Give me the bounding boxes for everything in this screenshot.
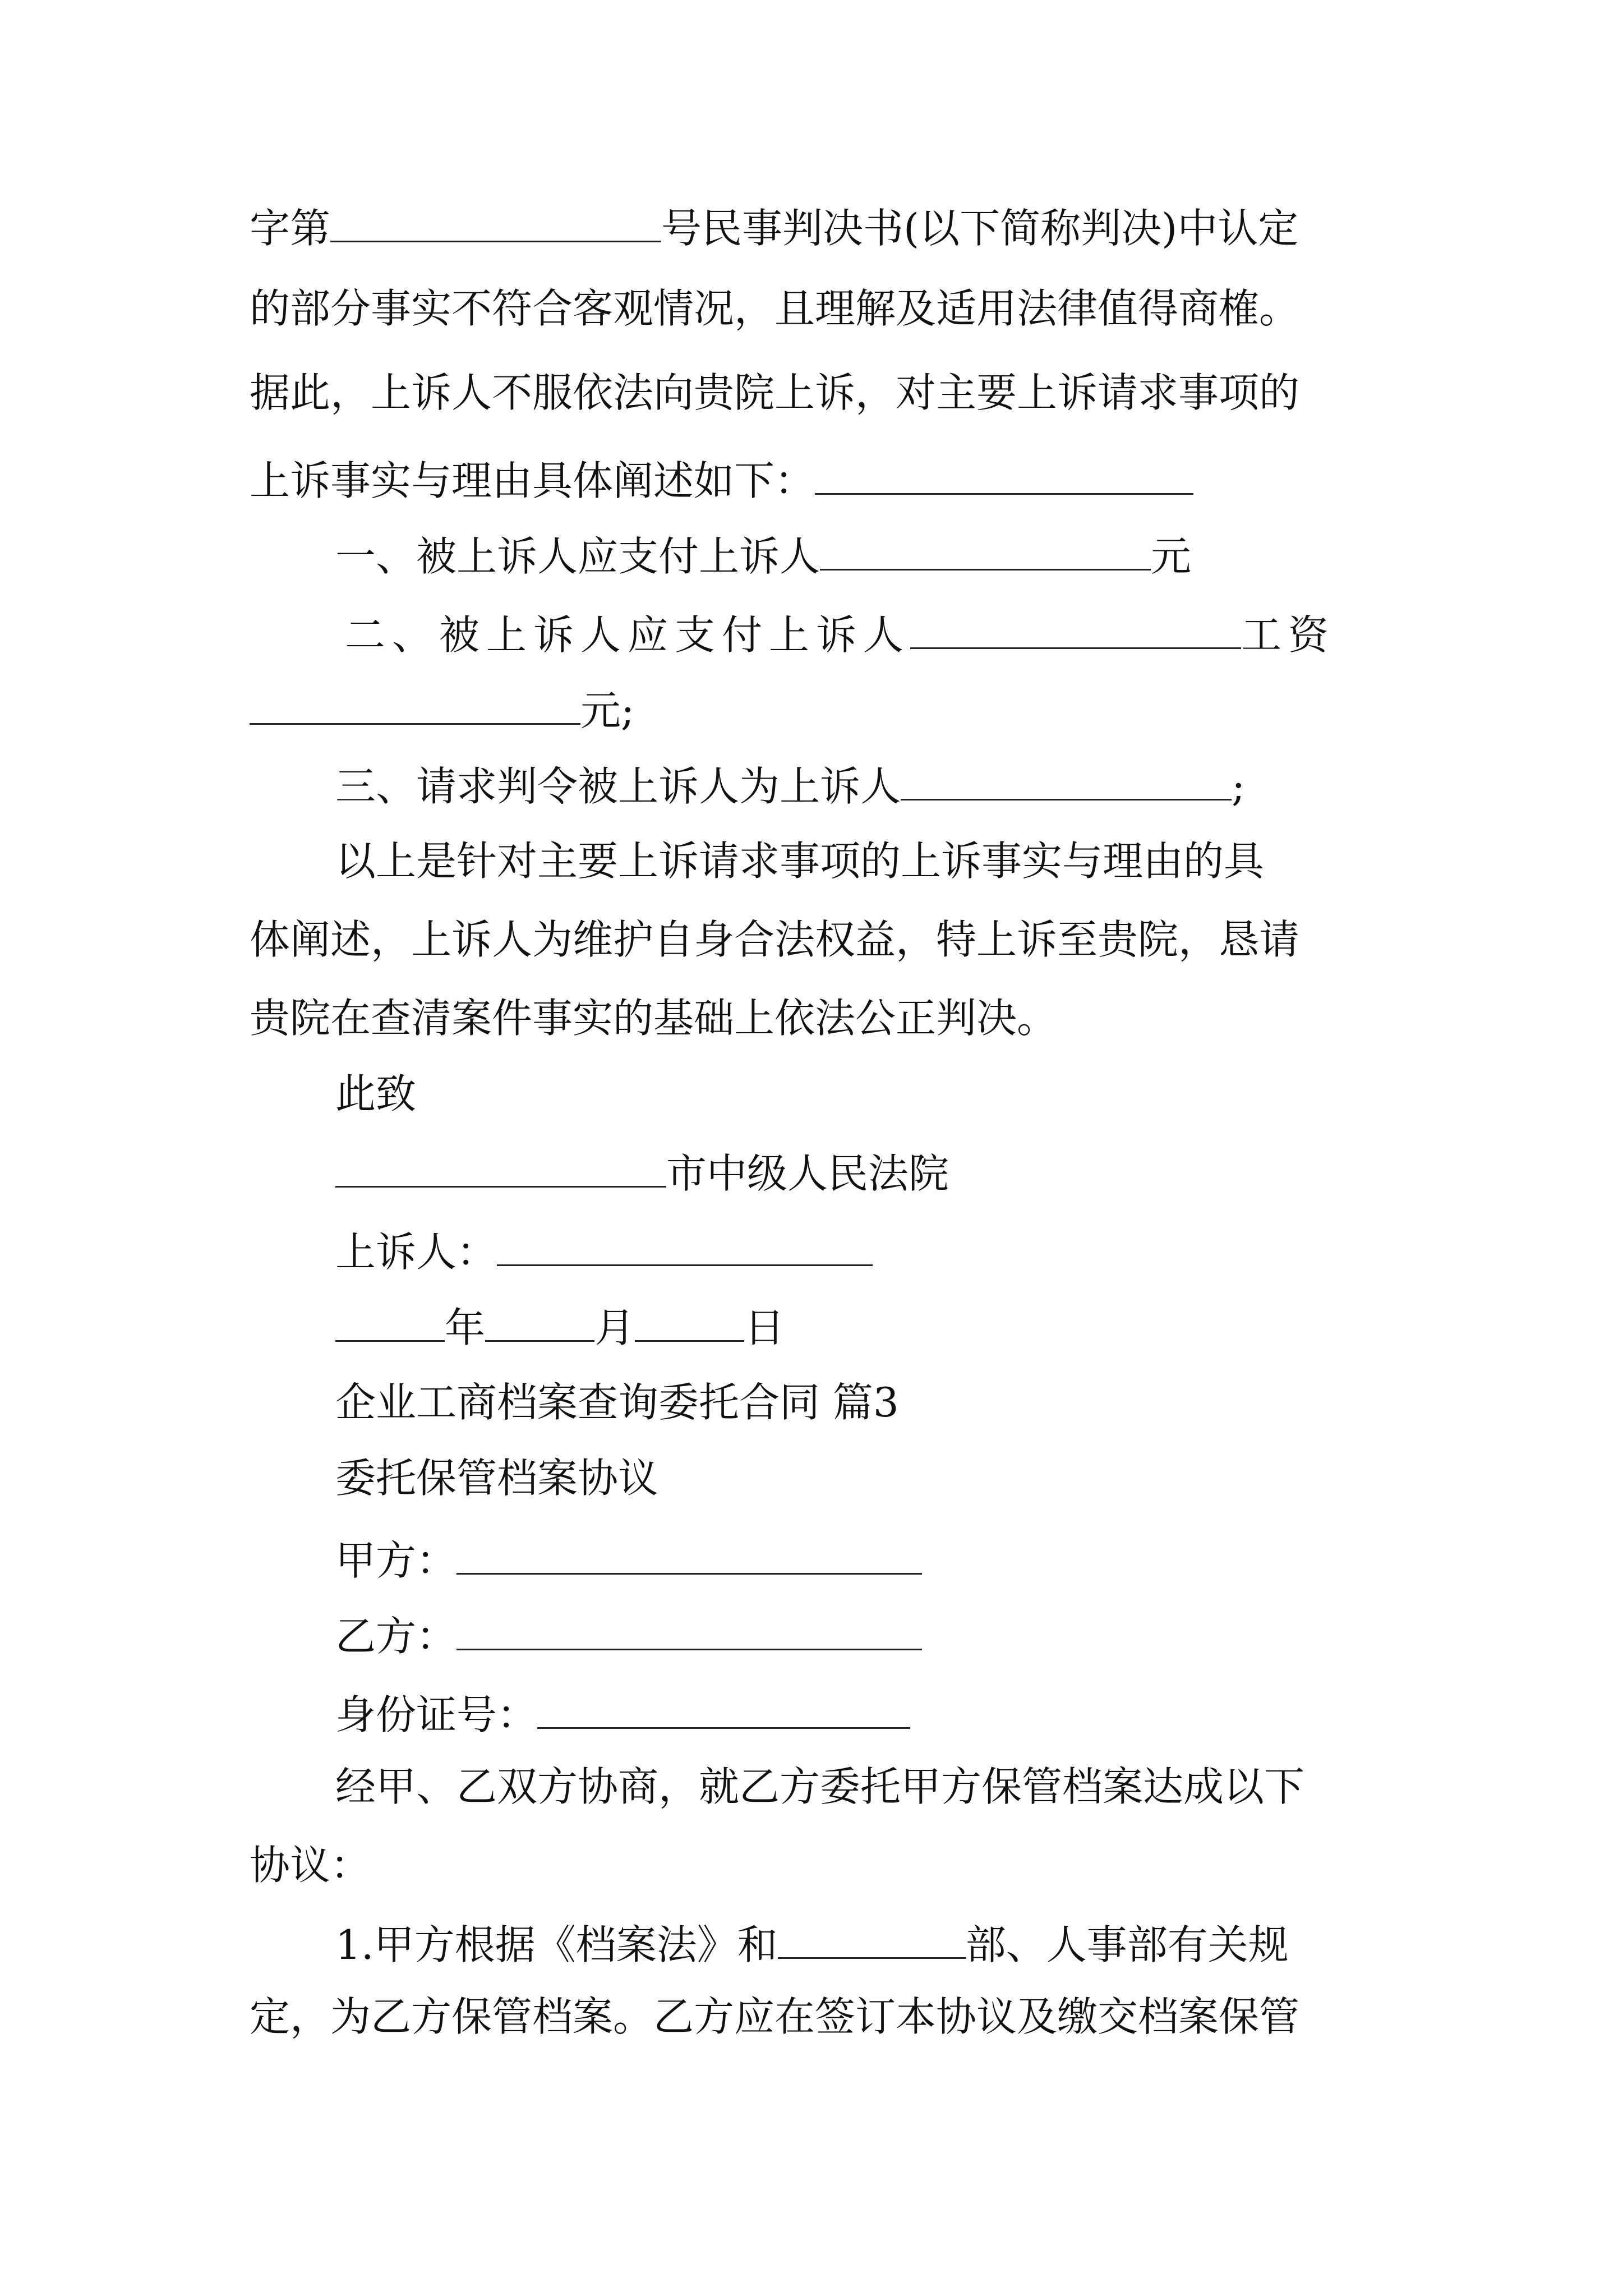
appellant-line [335, 1223, 873, 1277]
date-line [335, 1299, 785, 1353]
party-a-line [335, 1531, 922, 1586]
paragraph-line [250, 199, 1298, 254]
text: 月 [594, 1304, 635, 1351]
party-b-line [335, 1607, 922, 1662]
list-item [335, 757, 1245, 812]
clause-1 [335, 1916, 1289, 1970]
fill-blank[interactable] [457, 1607, 922, 1650]
text: 1.甲方根据《档案法》和 [335, 1921, 778, 1968]
text: 乙方： [335, 1613, 457, 1660]
paragraph-line: 体阐述，上诉人为维护自身合法权益，特上诉至贵院，恳请 [250, 916, 1300, 963]
text: 部、人事部有关规 [965, 1921, 1289, 1968]
fill-blank[interactable] [635, 1299, 744, 1342]
paragraph-line: 经甲、乙双方协商，就乙方委托甲方保管档案达成以下 [335, 1763, 1305, 1810]
id-number-line [335, 1686, 910, 1740]
text: 元 [1151, 533, 1192, 580]
list-item [335, 527, 1191, 582]
addressee-line [335, 1144, 949, 1199]
text: 日 [744, 1304, 785, 1351]
fill-blank[interactable] [901, 757, 1232, 800]
fill-blank[interactable] [330, 199, 661, 242]
fill-blank[interactable] [497, 1223, 873, 1266]
fill-blank[interactable] [815, 452, 1193, 495]
section-heading: 企业工商档案查询委托合同 篇3 [335, 1379, 899, 1426]
text: 二、被上诉人应支付上诉人 [345, 611, 911, 659]
fill-blank[interactable] [250, 682, 580, 725]
text: 上诉人： [335, 1228, 497, 1276]
text: 一、被上诉人应支付上诉人 [335, 533, 820, 580]
paragraph-line: 据此，上诉人不服依法向贵院上诉，对主要上诉请求事项的 [250, 369, 1300, 416]
fill-blank[interactable] [537, 1686, 910, 1729]
paragraph-line: 定，为乙方保管档案。乙方应在签订本协议及缴交档案保管 [250, 1993, 1300, 2040]
text: 市中级人民法院 [666, 1150, 949, 1197]
fill-blank[interactable] [778, 1916, 966, 1959]
text: 元; [580, 687, 635, 734]
paragraph-line [250, 682, 634, 736]
text: 年 [445, 1304, 486, 1351]
fill-blank[interactable] [820, 527, 1151, 570]
paragraph-line: 协议： [250, 1842, 371, 1889]
text: 三、请求判令被上诉人为上诉人 [335, 763, 901, 810]
fill-blank[interactable] [335, 1299, 445, 1342]
paragraph-line [250, 452, 1193, 506]
fill-blank[interactable] [457, 1531, 922, 1575]
paragraph-line: 贵院在查清案件事实的基础上依法公正判决。 [250, 995, 1058, 1042]
text: ; [1232, 763, 1246, 810]
document-title: 委托保管档案协议 [335, 1455, 659, 1502]
paragraph-line: 的部分事实不符合客观情况，且理解及适用法律值得商榷。 [250, 285, 1300, 332]
fill-blank[interactable] [335, 1144, 666, 1188]
salutation: 此致 [335, 1070, 417, 1117]
list-item [345, 606, 1335, 660]
text: 工资 [1241, 611, 1336, 659]
paragraph-line: 以上是针对主要上诉请求事项的上诉事实与理由的具 [335, 838, 1265, 885]
text: 身份证号： [335, 1691, 538, 1738]
text: 号民事判决书(以下简称判决)中认定 [661, 205, 1299, 252]
fill-blank[interactable] [485, 1299, 594, 1342]
text: 字第 [250, 205, 331, 252]
fill-blank[interactable] [910, 606, 1241, 649]
text: 上诉事实与理由具体阐述如下： [250, 457, 815, 504]
text: 甲方： [335, 1537, 457, 1584]
